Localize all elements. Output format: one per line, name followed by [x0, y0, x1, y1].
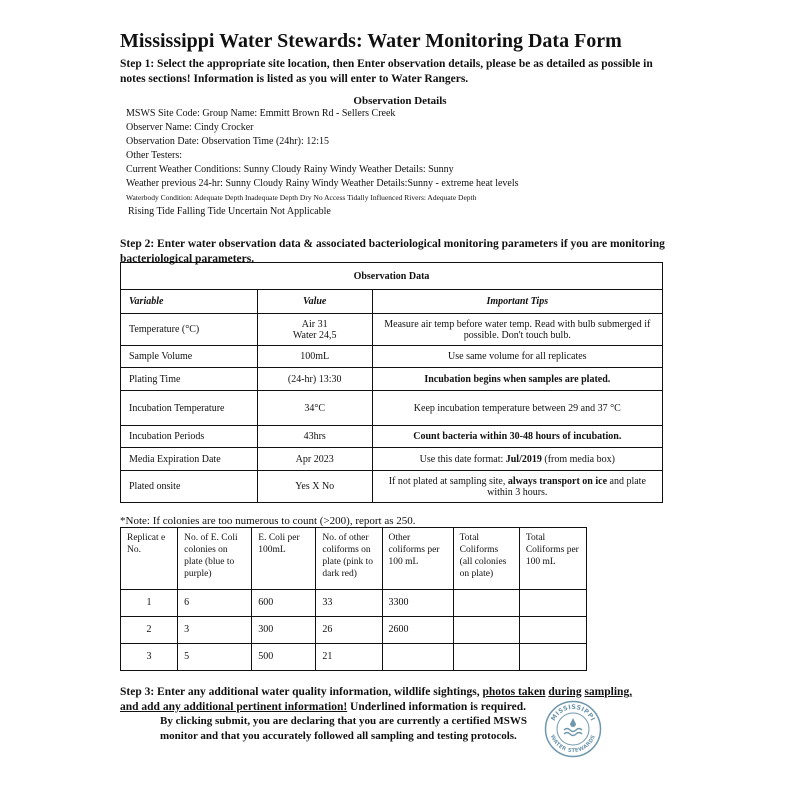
tip-text: and plate within 3 hours. [487, 475, 646, 498]
observation-details-heading: Observation Details [353, 95, 447, 107]
tip-cell [372, 471, 662, 503]
table-row [121, 644, 587, 671]
table-header-row [121, 528, 587, 590]
value-cell: 34°C [257, 391, 372, 426]
other-coliforms-per-100ml-cell[interactable]: 3300 [382, 590, 453, 617]
header-replicate-no: Replicat e No. [121, 528, 178, 590]
table-row [121, 368, 663, 391]
page-title: Mississippi Water Stewards: Water Monitoring Data Form [120, 30, 622, 52]
total-coliforms-cell[interactable] [453, 590, 519, 617]
table-row [121, 448, 663, 471]
header-tips: Important Tips [372, 290, 662, 314]
table-row [121, 391, 663, 426]
total-coliforms-cell[interactable] [453, 644, 519, 671]
table-row [121, 471, 663, 503]
step-3-underlined: sampling, and add any additional pertinent information! [120, 686, 633, 713]
variable-cell: Plated onsite [121, 471, 258, 503]
logo-wave-icon [564, 729, 582, 732]
other-coliforms-per-100ml-cell[interactable] [382, 644, 453, 671]
variable-cell: Sample Volume [121, 346, 258, 368]
tip-text: (from media box) [541, 453, 615, 465]
tide-line: Rising Tide Falling Tide Uncertain Not Applicable [128, 206, 331, 217]
header-total-coliforms-per-100ml: Total Coliforms per 100 mL [519, 528, 586, 590]
observer-name-line: Observer Name: Cindy Crocker [126, 122, 254, 133]
header-other-coliforms: No. of other coliforms on plate (pink to dark red) [316, 528, 382, 590]
ecoli-per-100ml-cell[interactable]: 500 [252, 644, 316, 671]
variable-cell: Incubation Periods [121, 426, 258, 448]
table-row [121, 426, 663, 448]
tip-text: If not plated at sampling site, [388, 475, 508, 487]
value-cell: Yes X No [257, 471, 372, 503]
logo-wave-icon [564, 733, 582, 736]
value-cell: 43hrs [257, 426, 372, 448]
logo-top-text: MISSISSIPPI [550, 703, 597, 723]
table-row [121, 346, 663, 368]
tip-bold-text: Jul/2019 [505, 453, 542, 465]
previous-weather-line: Weather previous 24-hr: Sunny Cloudy Rainy Windy Weather Details:Sunny - extreme heat levels [126, 178, 519, 189]
tip-cell: Measure air temp before water temp. Read with bulb submerged if possible. Don't touch bulb. [372, 314, 662, 346]
replicate-no-cell: 3 [121, 644, 178, 671]
tip-cell: Use same volume for all replicates [372, 346, 662, 368]
step-1-instructions: Step 1: Select the appropriate site location, then Enter observation details, please be as detailed as possible in notes sections! Information is listed as you will enter to Water Rangers. [120, 58, 653, 85]
variable-cell: Media Expiration Date [121, 448, 258, 471]
other-coliforms-cell[interactable]: 33 [316, 590, 382, 617]
header-ecoli-colonies: No. of E. Coli colonies on plate (blue to purple) [178, 528, 252, 590]
table-row [121, 590, 587, 617]
colony-note: *Note: If colonies are too numerous to count (>200), report as 250. [120, 515, 416, 527]
step-3-text: Underlined information is required. [347, 701, 526, 713]
value-cell [257, 314, 372, 346]
header-other-coliforms-per-100ml: Other coliforms per 100 mL [382, 528, 453, 590]
tip-text: Use this date format: [419, 453, 506, 465]
variable-cell: Plating Time [121, 368, 258, 391]
header-value: Value [257, 290, 372, 314]
header-ecoli-per-100ml: E. Coli per 100mL [252, 528, 316, 590]
ecoli-colonies-cell[interactable]: 6 [178, 590, 252, 617]
step-3-underlined: during [548, 686, 582, 698]
waterbody-condition-line: Waterbody Condition: Adequate Depth Inadequate Depth Dry No Access Tidally Influenced Rivers: Adequate Depth [126, 193, 477, 202]
tip-cell: Incubation begins when samples are plated. [372, 368, 662, 391]
table-header-row [121, 290, 663, 314]
value-cell: 100mL [257, 346, 372, 368]
ecoli-per-100ml-cell[interactable]: 600 [252, 590, 316, 617]
header-variable: Variable [121, 290, 258, 314]
other-coliforms-per-100ml-cell[interactable]: 2600 [382, 617, 453, 644]
logo-droplet-icon [570, 718, 576, 727]
logo-inner-ring [557, 713, 589, 745]
ecoli-colonies-cell[interactable]: 5 [178, 644, 252, 671]
step-3-underlined: photos taken [482, 686, 546, 698]
step-2-instructions: Step 2: Enter water observation data & associated bacteriological monitoring parameters if you are monitoring bacteriological parameters. [120, 238, 665, 265]
step-3-text: Step 3: Enter any additional water quality information, wildlife sightings, [120, 686, 483, 698]
logo-bottom-text: WATER STEWARDS [548, 733, 597, 755]
current-weather-line: Current Weather Conditions: Sunny Cloudy Rainy Windy Weather Details: Sunny [126, 164, 454, 175]
observation-data-table [120, 262, 663, 503]
total-coliforms-per-100ml-cell[interactable] [519, 590, 586, 617]
other-testers-line: Other Testers: [126, 150, 183, 161]
table-row [121, 314, 663, 346]
header-total-coliforms: Total Coliforms (all colonies on plate) [453, 528, 519, 590]
observation-date-line: Observation Date: Observation Time (24hr): 12:15 [126, 136, 330, 147]
observation-details [126, 107, 519, 219]
site-code-line: MSWS Site Code: Group Name: Emmitt Brown Rd - Sellers Creek [126, 108, 396, 119]
other-coliforms-cell[interactable]: 26 [316, 617, 382, 644]
variable-cell: Incubation Temperature [121, 391, 258, 426]
tip-cell [372, 448, 662, 471]
replicates-table [120, 527, 587, 671]
value-cell: Apr 2023 [257, 448, 372, 471]
variable-cell: Temperature (°C) [121, 314, 258, 346]
table-row [121, 617, 587, 644]
other-coliforms-cell[interactable]: 21 [316, 644, 382, 671]
ecoli-colonies-cell[interactable]: 3 [178, 617, 252, 644]
declaration-text: By clicking submit, you are declaring that you are currently a certified MSWS monitor and that you accurately followed all sampling and testing protocols. [160, 715, 527, 742]
value-line: Air 31 [301, 318, 328, 330]
tip-bold-text: always transport on ice [507, 475, 608, 487]
replicate-no-cell: 2 [121, 617, 178, 644]
total-coliforms-per-100ml-cell[interactable] [519, 644, 586, 671]
mississippi-water-stewards-logo [544, 700, 602, 758]
ecoli-per-100ml-cell[interactable]: 300 [252, 617, 316, 644]
replicate-no-cell: 1 [121, 590, 178, 617]
tip-cell: Count bacteria within 30-48 hours of incubation. [372, 426, 662, 448]
value-line: Water 24,5 [292, 329, 337, 341]
total-coliforms-cell[interactable] [453, 617, 519, 644]
value-cell: (24-hr) 13:30 [257, 368, 372, 391]
tip-cell: Keep incubation temperature between 29 and 37 °C [372, 391, 662, 426]
observation-data-caption: Observation Data [121, 263, 663, 290]
total-coliforms-per-100ml-cell[interactable] [519, 617, 586, 644]
